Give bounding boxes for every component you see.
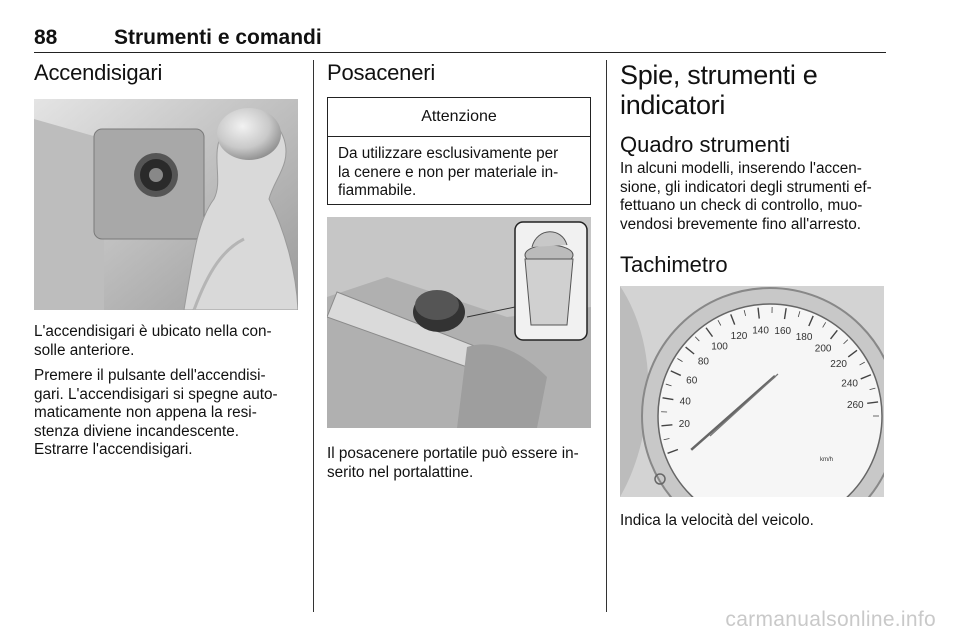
gauge-label: 260 (846, 399, 864, 411)
column-speedometer-text (620, 512, 888, 531)
warning-box (327, 97, 591, 205)
warning-text: Da utilizzare esclusivamente per la cenere e non per materiale in- fiammabile. (338, 145, 559, 199)
cigarette-lighter-illustration (34, 99, 298, 310)
heading-quadro-strumenti: Quadro strumenti (620, 132, 790, 157)
ashtray-caption: Il posacenere portatile può essere in- serito nel portalattine. (327, 445, 579, 481)
gauge-unit: km/h (820, 457, 834, 463)
running-section-title: Strumenti e comandi (114, 26, 322, 49)
heading-spie-strumenti: Spie, strumenti e indicatori (620, 60, 818, 120)
column-divider (313, 60, 314, 612)
column-cigarette-lighter-text (34, 323, 298, 460)
gauge-label: 160 (774, 325, 792, 337)
heading-tachimetro: Tachimetro (620, 252, 728, 277)
column-divider (606, 60, 607, 612)
heading-posaceneri: Posaceneri (327, 60, 436, 85)
watermark: carmanualsonline.info (725, 608, 936, 631)
gauge-label: 240 (841, 378, 858, 390)
gauge-label: 60 (686, 375, 698, 387)
ashtray-illustration (327, 217, 591, 428)
gauge-label: 20 (678, 418, 690, 430)
gauge-label: 40 (679, 396, 691, 408)
gauge-label: 180 (795, 332, 813, 344)
gauge-label: 220 (830, 359, 847, 371)
gauge-tick (661, 425, 672, 426)
gauge-label: 100 (711, 341, 728, 353)
page-header (34, 26, 886, 53)
paragraph-instructions: Premere il pulsante dell'accendisi- gari. L'accendisigari si spegne auto- maticamente non appena la resi- stenza diviene incandescente. Estrarre l'accendisigari. (34, 367, 278, 458)
column-ashtray (327, 60, 593, 86)
warning-heading: Attenzione (328, 98, 590, 137)
gauge-label: 140 (752, 325, 769, 337)
gauge-label: 200 (814, 343, 832, 355)
column-instruments (620, 60, 888, 278)
heading-accendisigari: Accendisigari (34, 60, 163, 85)
column-cigarette-lighter (34, 60, 298, 86)
speedometer-caption: Indica la velocità del veicolo. (620, 512, 814, 529)
speedometer-illustration (620, 286, 884, 497)
gauge-label: 120 (730, 330, 748, 342)
paragraph-location: L'accendisigari è ubicato nella con- solle anteriore. (34, 323, 272, 359)
column-ashtray-text (327, 445, 593, 482)
page-number: 88 (34, 26, 58, 49)
instruments-intro: In alcuni modelli, inserendo l'accen- sione, gli indicatori degli strumenti ef- fettuano un check di controllo, muo- vendosi brevemente fino all'arresto. (620, 160, 872, 233)
gauge-label: 80 (697, 356, 709, 368)
